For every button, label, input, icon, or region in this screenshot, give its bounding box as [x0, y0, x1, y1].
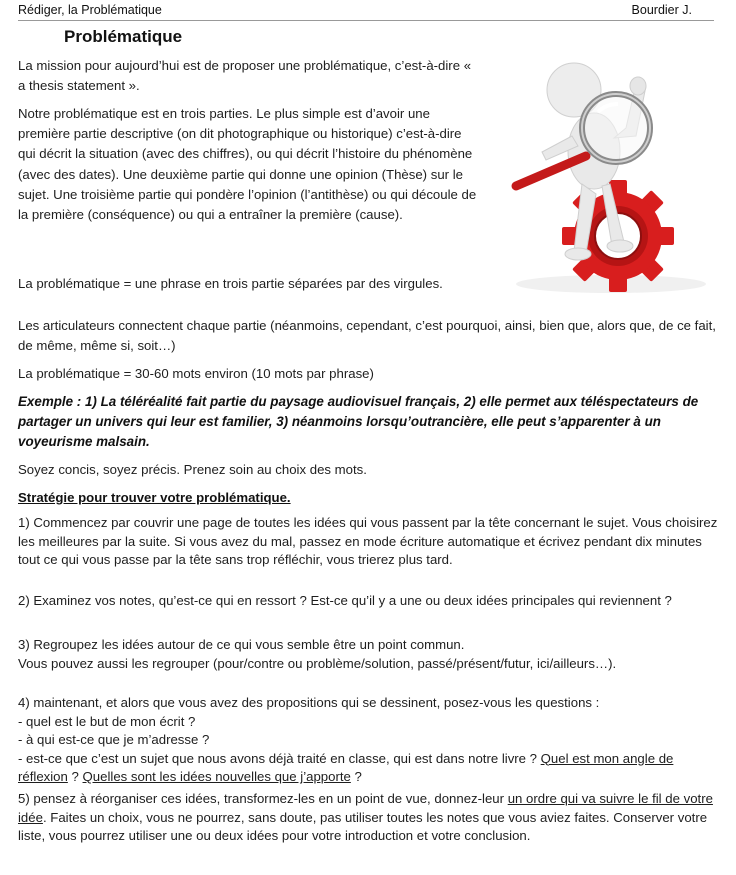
step-4-q3-underlined-2: Quelles sont les idées nouvelles que j’apporte — [82, 769, 351, 784]
step-4-q3-mid: ? — [67, 769, 83, 784]
header-left: Rédiger, la Problématique — [18, 3, 162, 17]
step-5-underlined: un ordre qui va suivre le fil de votre idée — [18, 791, 713, 825]
word-count-line: La problématique = 30-60 mots environ (10 mots par phrase) — [18, 366, 374, 381]
step-5-end: . Faites un choix, vous ne pourrez, sans doute, pas utiliser toutes les notes que vous aviez faites. Conserver votre liste, vous pourrez utiliser une ou deux idées pour votre introduction et votre conclusion. — [18, 809, 708, 843]
definition-line-2: Les articulateurs connectent chaque partie (néanmoins, cependant, c’est pourquoi, ainsi, bien que, alors que, de ce fait, de même, même si, soit…) — [18, 318, 716, 353]
page-header — [18, 2, 714, 21]
advice-line: Soyez concis, soyez précis. Prenez soin au choix des mots. — [18, 462, 367, 477]
example-paragraph: Exemple : 1) La téléréalité fait partie du paysage audiovisuel français, 2) elle permet aux téléspectateurs de partager un univers qui leur est familier, 3) néanmoins lorsqu’outrancière, elle peut s’apparenter à un voyeurisme malsain. — [18, 394, 699, 449]
step-4-line-1: 4) maintenant, et alors que vous avez des propositions qui se dessinent, posez-vous les questions : — [18, 695, 600, 710]
step-3 — [18, 636, 726, 673]
step-1: 1) Commencez par couvrir une page de toutes les idées qui vous passent par la tête concernant le sujet. Vous choisirez les meilleures par la suite. Si vous avez du mal, passez en mode écriture automatique et écrivez pendant dix minutes tout ce qui vous passe par la tête sans trop réfléchir, vous trierez plus tard. — [18, 515, 718, 567]
step-4-question-3 — [18, 750, 726, 787]
step-5-start: 5) pensez à réorganiser ces idées, transformez-les en un point de vue, donnez-leur — [18, 791, 508, 806]
magnifying-glass-gear-figure-icon — [486, 46, 726, 296]
step-4 — [18, 694, 726, 787]
step-5 — [18, 790, 726, 846]
step-3-line-2: Vous pouvez aussi les regrouper (pour/contre ou problème/solution, passé/présent/futur, ici/ailleurs…). — [18, 655, 617, 671]
step-2: 2) Examinez vos notes, qu’est-ce qui en ressort ? Est-ce qu’il y a une ou deux idées principales qui reviennent ? — [18, 593, 672, 608]
parts-paragraph: Notre problématique est en trois parties. Le plus simple est d’avoir une première partie descriptive (on dit photographique ou historique) c’est-à-dire qui décrit la situation (avec des chiffres), ou qui décrit l’histoire du phénomène (avec des dates). Une deuxième partie qui donne une opinion (Thèse) sur le sujet. Une troisième partie qui pondère l’opinion (l’antithèse) ou qui découle de la première (conséquence) ou qui a entraîner la première (cause). — [18, 106, 477, 223]
step-4-q3-underlined-1: Quel est mon angle de réflexion — [18, 750, 674, 784]
strategy-heading: Stratégie pour trouver votre problématique. — [18, 490, 291, 505]
intro-paragraph: La mission pour aujourd’hui est de proposer une problématique, c’est-à-dire « a thesis statement ». — [18, 58, 472, 93]
definition-line-1: La problématique = une phrase en trois partie séparées par des virgules. — [18, 276, 443, 291]
step-4-q3-text: - est-ce que c’est un sujet que nous avons déjà traité en classe, qui est dans notre livre ? — [18, 750, 541, 766]
header-right: Bourdier J. — [631, 3, 692, 17]
page-title: Problématique — [64, 27, 183, 46]
step-3-line-1: 3) Regroupez les idées autour de ce qui vous semble être un point commun. — [18, 637, 465, 652]
step-4-question-1: - quel est le but de mon écrit ? — [18, 713, 196, 729]
step-4-q3-end: ? — [350, 769, 362, 784]
step-4-question-2: - à qui est-ce que je m’adresse ? — [18, 732, 210, 747]
